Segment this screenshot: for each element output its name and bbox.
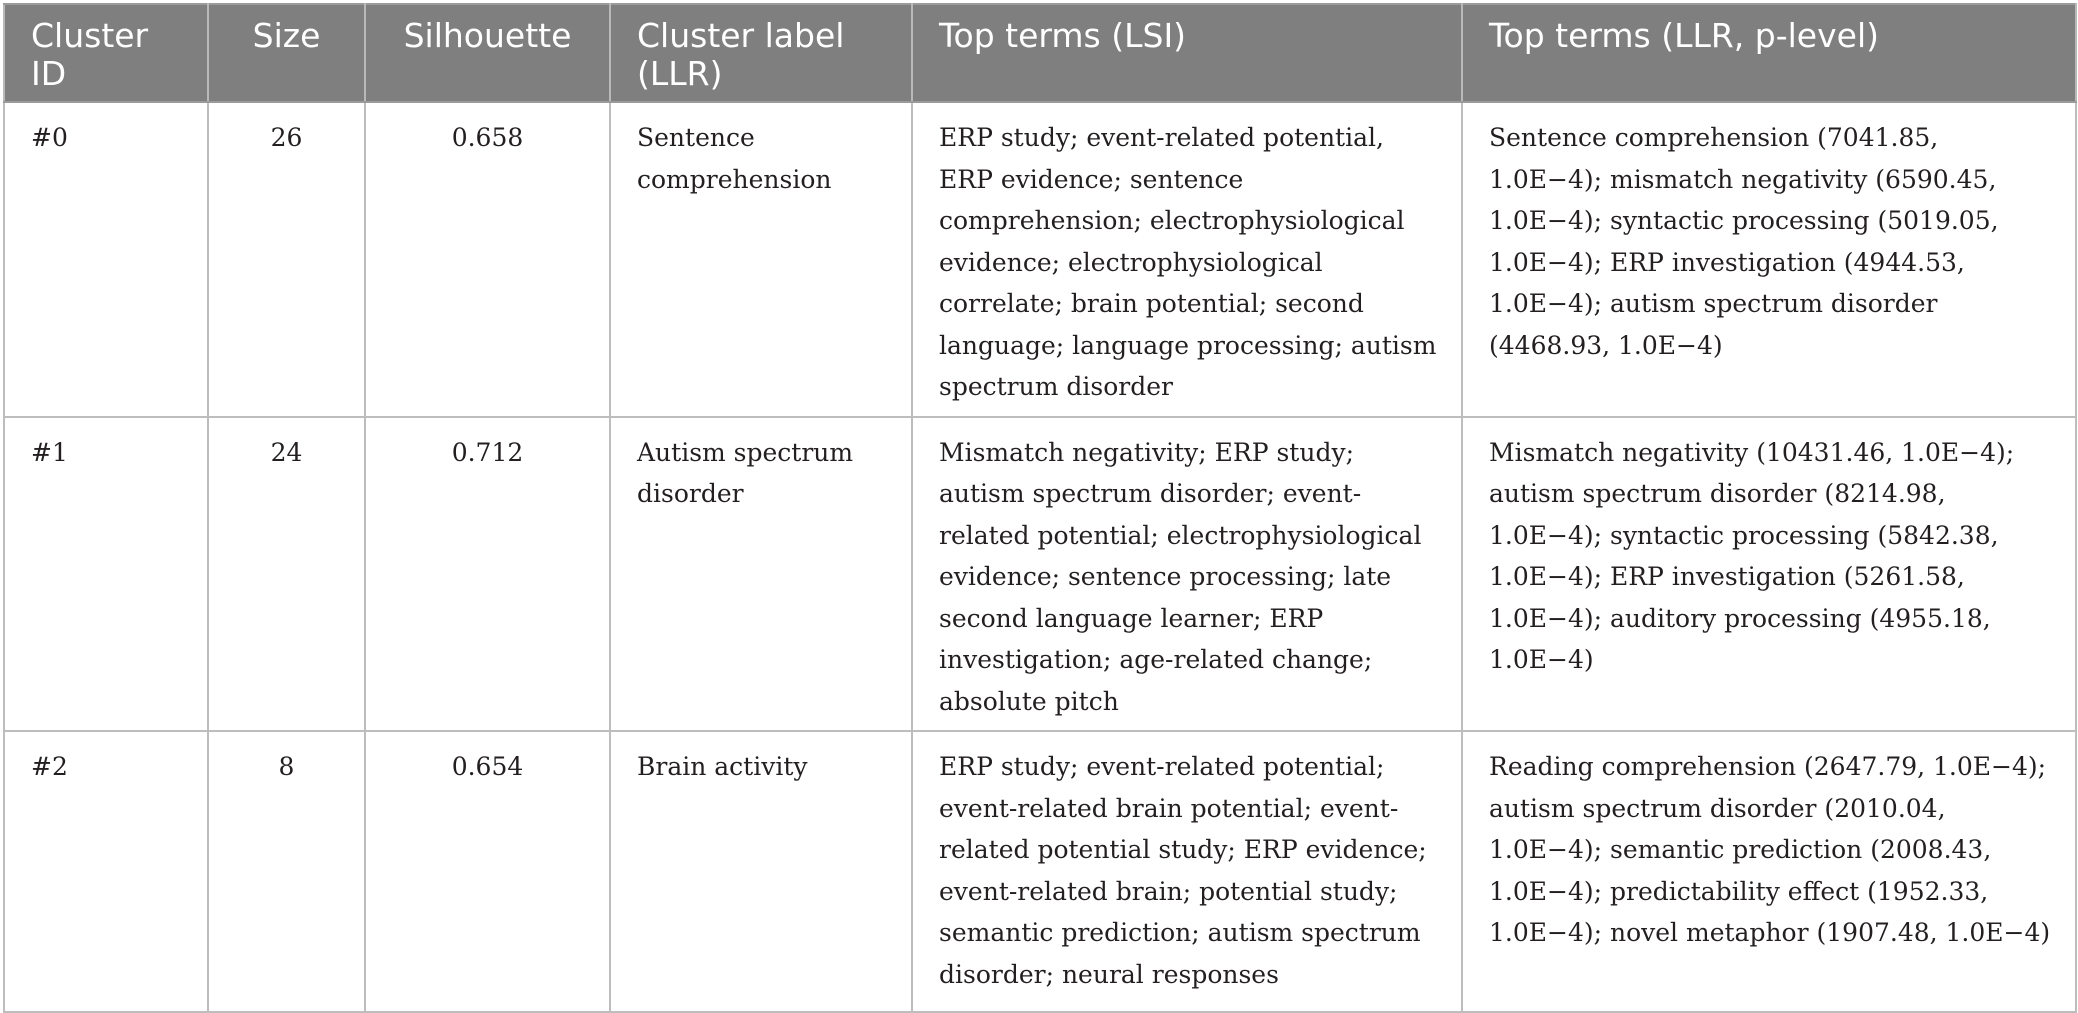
cluster-table xyxy=(3,3,2077,1013)
cell-top-terms-lsi: ERP study; event-related potential; event-related brain potential; event-related potential study; ERP evidence; event-related brain; potential study; semantic prediction; autism spectrum disorder; neural responses xyxy=(912,731,1462,1012)
cell-cluster-label: Brain activity xyxy=(610,731,912,1012)
cell-silhouette: 0.712 xyxy=(365,417,610,732)
cell-cluster-id: #0 xyxy=(4,102,208,417)
cell-cluster-id: #2 xyxy=(4,731,208,1012)
header-row xyxy=(4,4,2076,102)
table-body xyxy=(4,102,2076,1012)
cell-size: 24 xyxy=(208,417,365,732)
cell-size: 26 xyxy=(208,102,365,417)
header-top-terms-llr: Top terms (LLR, p-level) xyxy=(1462,4,2076,102)
cell-cluster-label: Sentence comprehension xyxy=(610,102,912,417)
cell-size: 8 xyxy=(208,731,365,1012)
cell-top-terms-lsi: Mismatch negativity; ERP study; autism spectrum disorder; event-related potential; electrophysiological evidence; sentence processing; late second language learner; ERP investigation; age-related change; absolute pitch xyxy=(912,417,1462,732)
table-header xyxy=(4,4,2076,102)
header-cluster-label: Cluster label (LLR) xyxy=(610,4,912,102)
cell-top-terms-lsi: ERP study; event-related potential, ERP evidence; sentence comprehension; electrophysiological evidence; electrophysiological correlate; brain potential; second language; language processing; autism spectrum disorder xyxy=(912,102,1462,417)
cell-top-terms-llr: Sentence comprehension (7041.85, 1.0E−4); mismatch negativity (6590.45, 1.0E−4); syntactic processing (5019.05, 1.0E−4); ERP investigation (4944.53, 1.0E−4); autism spectrum disorder (4468.93, 1.0E−4) xyxy=(1462,102,2076,417)
cell-cluster-id: #1 xyxy=(4,417,208,732)
table-row xyxy=(4,102,2076,417)
header-size: Size xyxy=(208,4,365,102)
table-row xyxy=(4,417,2076,732)
cell-top-terms-llr: Mismatch negativity (10431.46, 1.0E−4); autism spectrum disorder (8214.98, 1.0E−4); syntactic processing (5842.38, 1.0E−4); ERP investigation (5261.58, 1.0E−4); auditory processing (4955.18, 1.0E−4) xyxy=(1462,417,2076,732)
cell-cluster-label: Autism spectrum disorder xyxy=(610,417,912,732)
cell-silhouette: 0.658 xyxy=(365,102,610,417)
cell-silhouette: 0.654 xyxy=(365,731,610,1012)
header-top-terms-lsi: Top terms (LSI) xyxy=(912,4,1462,102)
header-silhouette: Silhouette xyxy=(365,4,610,102)
cell-top-terms-llr: Reading comprehension (2647.79, 1.0E−4); autism spectrum disorder (2010.04, 1.0E−4); semantic prediction (2008.43, 1.0E−4); predictability effect (1952.33, 1.0E−4); novel metaphor (1907.48, 1.0E−4) xyxy=(1462,731,2076,1012)
table-row xyxy=(4,731,2076,1012)
header-cluster-id: Cluster ID xyxy=(4,4,208,102)
